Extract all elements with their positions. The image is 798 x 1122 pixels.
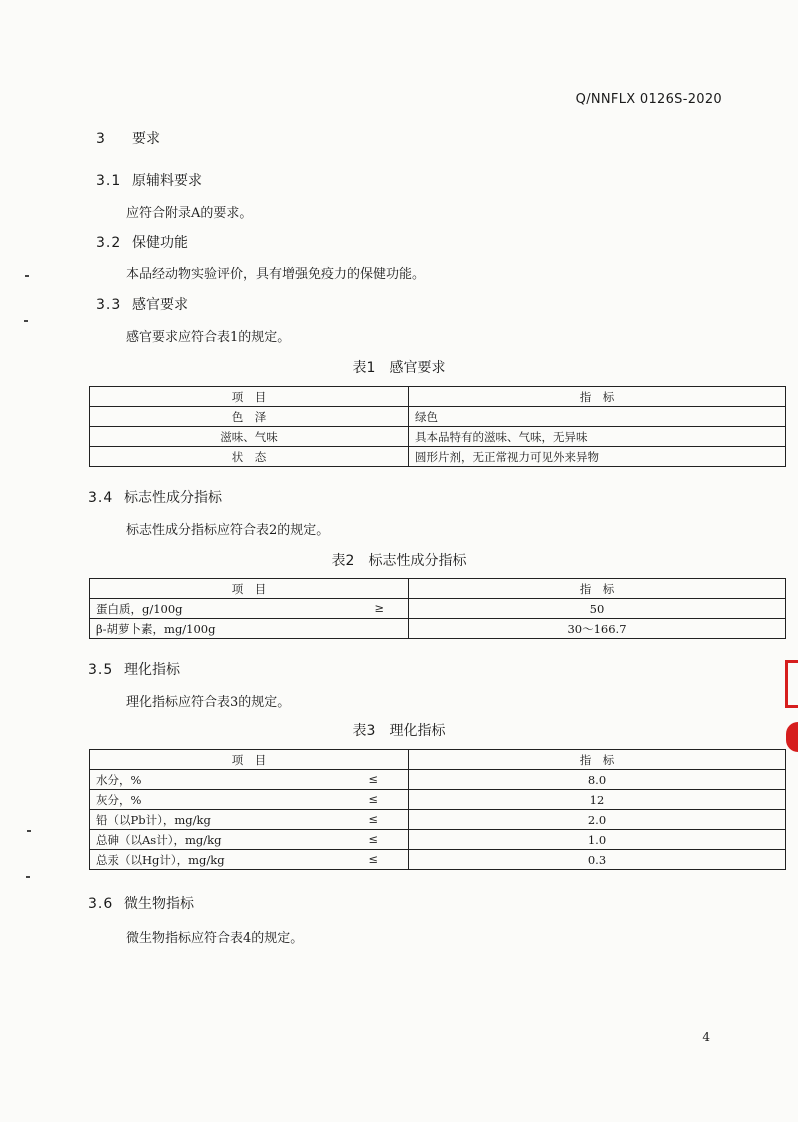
section-number: 3.6 xyxy=(88,896,114,912)
section-number: 3.4 xyxy=(88,490,114,506)
section-3-6-heading xyxy=(88,893,194,913)
row-item-cell xyxy=(90,770,409,790)
table-3-physicochemical xyxy=(89,749,786,870)
table-2-marker-components xyxy=(89,578,786,639)
section-3-4-heading xyxy=(88,487,222,507)
row-value: 1.0 xyxy=(409,830,786,850)
row-value: 具本品特有的滋味、气味，无异味 xyxy=(409,427,786,447)
row-item-cell xyxy=(90,830,409,850)
row-item: 状 态 xyxy=(90,447,409,467)
table-row xyxy=(90,599,786,619)
row-value: 0.3 xyxy=(409,850,786,870)
comparison-symbol: ≤ xyxy=(368,811,378,826)
table-row xyxy=(90,427,786,447)
page-number: 4 xyxy=(702,1030,710,1044)
table-1-caption: 表1 感官要求 xyxy=(352,360,446,376)
row-item-cell xyxy=(90,619,409,639)
section-title: 感官要求 xyxy=(132,297,188,313)
scan-speck xyxy=(25,275,29,277)
section-number: 3.2 xyxy=(96,235,122,251)
table-1-sensory xyxy=(89,386,786,467)
row-value: 绿色 xyxy=(409,407,786,427)
table-row xyxy=(90,770,786,790)
section-3-5-text: 理化指标应符合表3的规定。 xyxy=(126,695,291,710)
seal-fragment xyxy=(786,722,798,752)
row-value: 12 xyxy=(409,790,786,810)
header-index: 指 标 xyxy=(409,750,786,770)
table-row xyxy=(90,790,786,810)
section-3-1-heading xyxy=(96,170,202,190)
comparison-symbol: ≥ xyxy=(374,600,384,615)
section-title: 原辅料要求 xyxy=(132,173,202,189)
table-row xyxy=(90,447,786,467)
section-title: 保健功能 xyxy=(132,235,188,251)
row-item-cell xyxy=(90,810,409,830)
section-number: 3.5 xyxy=(88,662,114,678)
section-title: 要求 xyxy=(132,131,160,147)
row-item-cell xyxy=(90,850,409,870)
table-row xyxy=(90,810,786,830)
document-code: Q/NNFLX 0126S-2020 xyxy=(575,92,722,107)
section-3-2-text: 本品经动物实验评价，具有增强免疫力的保健功能。 xyxy=(126,267,426,282)
scan-speck xyxy=(26,876,30,878)
section-number: 3.3 xyxy=(96,297,122,313)
section-number: 3 xyxy=(96,131,106,147)
header-item: 项 目 xyxy=(90,579,409,599)
header-index: 指 标 xyxy=(409,579,786,599)
row-item: 总砷（以As计），mg/kg xyxy=(96,832,222,847)
row-value: 50 xyxy=(409,599,786,619)
header-index: 指 标 xyxy=(409,387,786,407)
table-header-row xyxy=(90,750,786,770)
row-item: 蛋白质，g/100g xyxy=(96,601,183,616)
section-3-6-text: 微生物指标应符合表4的规定。 xyxy=(126,931,304,946)
section-title: 微生物指标 xyxy=(124,896,194,912)
section-title: 理化指标 xyxy=(124,662,180,678)
section-number: 3.1 xyxy=(96,173,122,189)
section-3-heading xyxy=(96,128,160,148)
comparison-symbol: ≤ xyxy=(368,851,378,866)
section-3-1-text: 应符合附录A的要求。 xyxy=(126,206,253,221)
row-item-cell xyxy=(90,790,409,810)
table-2-caption: 表2 标志性成分指标 xyxy=(331,553,467,569)
section-3-5-heading xyxy=(88,659,180,679)
section-3-4-text: 标志性成分指标应符合表2的规定。 xyxy=(126,523,330,538)
table-row xyxy=(90,407,786,427)
table-3-caption: 表3 理化指标 xyxy=(352,723,446,739)
section-3-2-heading xyxy=(96,232,188,252)
row-item: 色 泽 xyxy=(90,407,409,427)
seal-fragment xyxy=(785,660,798,708)
table-header-row xyxy=(90,579,786,599)
row-value: 30～166.7 xyxy=(409,619,786,639)
row-value: 2.0 xyxy=(409,810,786,830)
comparison-symbol: ≤ xyxy=(368,771,378,786)
scan-speck xyxy=(27,830,31,832)
header-item: 项 目 xyxy=(90,750,409,770)
table-row xyxy=(90,850,786,870)
row-item: 水分，% xyxy=(96,772,142,787)
row-item: β-胡萝卜素，mg/100g xyxy=(96,621,216,636)
table-row xyxy=(90,830,786,850)
header-item: 项 目 xyxy=(90,387,409,407)
row-value: 8.0 xyxy=(409,770,786,790)
row-item: 铅（以Pb计），mg/kg xyxy=(96,812,211,827)
row-item: 灰分，% xyxy=(96,792,142,807)
section-3-3-heading xyxy=(96,294,188,314)
row-item: 总汞（以Hg计），mg/kg xyxy=(96,852,225,867)
table-header-row xyxy=(90,387,786,407)
section-title: 标志性成分指标 xyxy=(124,490,222,506)
section-3-3-text: 感官要求应符合表1的规定。 xyxy=(126,330,291,345)
row-value: 圆形片剂，无正常视力可见外来异物 xyxy=(409,447,786,467)
table-row xyxy=(90,619,786,639)
row-item-cell xyxy=(90,599,409,619)
comparison-symbol: ≤ xyxy=(368,791,378,806)
scan-speck xyxy=(24,320,28,322)
comparison-symbol: ≤ xyxy=(368,831,378,846)
row-item: 滋味、气味 xyxy=(90,427,409,447)
